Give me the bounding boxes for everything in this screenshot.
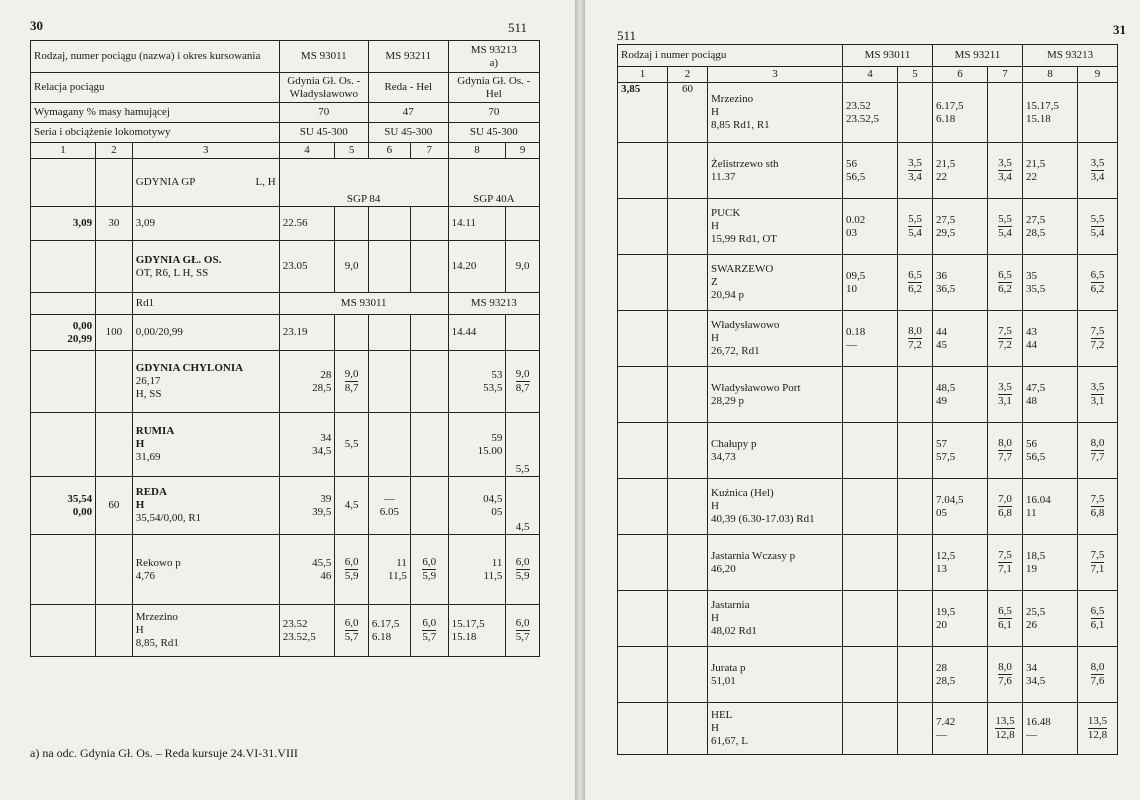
speed-cell (668, 647, 708, 703)
km-cell (618, 311, 668, 367)
station-cell: HEL H 61,67, L (708, 703, 843, 755)
time-cell: $\frac{5,5}{5,4}$ (988, 199, 1023, 255)
table-row: GDYNIA CHYLONIA 26,17 H, SS (132, 351, 279, 413)
time-cell: $\frac{6,0}{5,9}$ (335, 535, 369, 605)
time-cell: 45,5 46 (279, 535, 335, 605)
colnum: 6 (368, 143, 410, 159)
time-cell: 11 11,5 (448, 535, 506, 605)
time-cell: $\frac{6,5}{6,2}$ (988, 255, 1023, 311)
km-cell (618, 367, 668, 423)
time-cell (898, 423, 933, 479)
time-cell: 4,5 (335, 477, 369, 535)
train-name-2: MS 93211 (933, 45, 1023, 67)
time-cell: 04,5 05 (448, 477, 506, 535)
table-row (618, 703, 1118, 755)
train-name-1: MS 93011 (279, 41, 368, 73)
table-row (618, 591, 1118, 647)
table-row: REDA H 35,54/0,00, R1 (132, 477, 279, 535)
sgp-label-1: SGP 84 (279, 159, 448, 207)
time-cell: 27,5 28,5 (1023, 199, 1078, 255)
table-row: 0,00/20,99 (132, 315, 279, 351)
time-cell: 25,5 26 (1023, 591, 1078, 647)
table-row (618, 83, 1118, 143)
page-header-right: 511 (617, 28, 637, 43)
time-cell: $\frac{3,5}{3,4}$ (898, 143, 933, 199)
time-cell: 23.52 23.52,5 (843, 83, 898, 143)
speed-cell (668, 367, 708, 423)
speed-cell (668, 255, 708, 311)
loco-3: SU 45-300 (448, 123, 539, 143)
speed-cell (668, 535, 708, 591)
time-cell: $\frac{8,0}{7,6}$ (988, 647, 1023, 703)
time-cell (843, 647, 898, 703)
time-cell: $\frac{9,0}{8,7}$ (335, 351, 369, 413)
km-cell (618, 703, 668, 755)
timetable-right (617, 44, 1118, 755)
ms-label-2: MS 93213 (448, 293, 539, 315)
loco-1: SU 45-300 (279, 123, 368, 143)
time-cell: $\frac{6,5}{6,2}$ (898, 255, 933, 311)
station-cell: Władysławowo H 26,72, Rd1 (708, 311, 843, 367)
sgp-label-2: SGP 40A (448, 159, 539, 207)
time-cell: 22.56 (279, 207, 335, 241)
time-cell: 14.44 (448, 315, 506, 351)
colnum: 9 (506, 143, 540, 159)
time-cell: 14.11 (448, 207, 506, 241)
time-cell: 18,5 19 (1023, 535, 1078, 591)
train-name-3: MS 93213 (1023, 45, 1118, 67)
time-cell: 14.20 (448, 241, 506, 293)
time-cell: $\frac{8,0}{7,7}$ (1078, 423, 1118, 479)
time-cell: 0.02 03 (843, 199, 898, 255)
time-cell (988, 83, 1023, 143)
colnum: 4 (279, 143, 335, 159)
km-cell (618, 535, 668, 591)
station-cell: Jastarnia Wczasy p 46,20 (708, 535, 843, 591)
table-row: Mrzezino H 8,85, Rd1 (132, 605, 279, 657)
time-cell: 23.19 (279, 315, 335, 351)
time-cell: 0.18 — (843, 311, 898, 367)
time-cell: $\frac{6,0}{5,7}$ (506, 605, 540, 657)
speed-cell (668, 199, 708, 255)
time-cell: 56 56,5 (843, 143, 898, 199)
speed-cell (668, 423, 708, 479)
time-cell: $\frac{6,5}{6,1}$ (1078, 591, 1118, 647)
table-row (618, 255, 1118, 311)
page-header-left: 511 (508, 20, 528, 35)
time-cell (843, 479, 898, 535)
time-cell: $\frac{13,5}{12,8}$ (988, 703, 1023, 755)
km-cell: 3,85 (618, 83, 668, 143)
time-cell: 5,5 (506, 413, 540, 477)
table-row: GDYNIA GŁ. OS. OT, R6, L H, SS (132, 241, 279, 293)
time-cell: 15.17,5 15.18 (1023, 83, 1078, 143)
km-cell (618, 479, 668, 535)
time-cell: $\frac{5,5}{5,4}$ (898, 199, 933, 255)
header-rodzaj: Rodzaj, numer pociągu (nazwa) i okres kursowania (31, 41, 280, 73)
time-cell: $\frac{8,0}{7,6}$ (1078, 647, 1118, 703)
time-cell: 16.48 — (1023, 703, 1078, 755)
table-row (618, 199, 1118, 255)
time-cell (898, 367, 933, 423)
table-row: Rekowo p 4,76 (132, 535, 279, 605)
time-cell: 56 56,5 (1023, 423, 1078, 479)
time-cell: 16.04 11 (1023, 479, 1078, 535)
time-cell: $\frac{6,5}{6,1}$ (988, 591, 1023, 647)
time-cell (898, 703, 933, 755)
time-cell: 36 36,5 (933, 255, 988, 311)
colnum: 7 (988, 67, 1023, 83)
time-cell: $\frac{7,5}{7,2}$ (988, 311, 1023, 367)
speed-cell: 30 (96, 207, 133, 241)
speed-cell (668, 703, 708, 755)
time-cell: $\frac{6,0}{5,7}$ (410, 605, 448, 657)
colnum: 5 (898, 67, 933, 83)
time-cell: 6.17,5 6.18 (368, 605, 410, 657)
station-cell: Mrzezino H 8,85 Rd1, R1 (708, 83, 843, 143)
colnum: 1 (31, 143, 96, 159)
time-cell: 28 28,5 (279, 351, 335, 413)
time-cell: 47,5 48 (1023, 367, 1078, 423)
time-cell: $\frac{7,5}{7,1}$ (988, 535, 1023, 591)
time-cell: $\frac{7,5}{7,2}$ (1078, 311, 1118, 367)
time-cell (843, 423, 898, 479)
km-cell (618, 591, 668, 647)
time-cell: $\frac{6,0}{5,9}$ (410, 535, 448, 605)
time-cell: 7.04,5 05 (933, 479, 988, 535)
colnum: 3 (132, 143, 279, 159)
header-wymagany: Wymagany % masy hamującej (31, 103, 280, 123)
time-cell: 34 34,5 (1023, 647, 1078, 703)
time-cell (898, 479, 933, 535)
relacja-2: Reda - Hel (368, 73, 448, 103)
table-row: 3,09 (132, 207, 279, 241)
time-cell: $\frac{3,5}{3,4}$ (988, 143, 1023, 199)
time-cell (843, 703, 898, 755)
time-cell: 35 35,5 (1023, 255, 1078, 311)
time-cell: 15.17,5 15.18 (448, 605, 506, 657)
colnum: 4 (843, 67, 898, 83)
time-cell (1078, 83, 1118, 143)
station-cell: Władysławowo Port 28,29 p (708, 367, 843, 423)
time-cell: 43 44 (1023, 311, 1078, 367)
time-cell: 9,0 (335, 241, 369, 293)
time-cell: 6.17,5 6.18 (933, 83, 988, 143)
header-seria: Seria i obciążenie lokomotywy (31, 123, 280, 143)
time-cell: 48,5 49 (933, 367, 988, 423)
time-cell: $\frac{13,5}{12,8}$ (1078, 703, 1118, 755)
km-cell (618, 647, 668, 703)
right-page (585, 0, 1140, 800)
time-cell (843, 535, 898, 591)
colnum: 1 (618, 67, 668, 83)
colnum: 5 (335, 143, 369, 159)
km-cell (618, 143, 668, 199)
time-cell: 7.42 — (933, 703, 988, 755)
speed-cell (668, 143, 708, 199)
table-row: GDYNIA GP L, H (132, 159, 279, 207)
table-row (618, 423, 1118, 479)
relacja-3: Gdynia Gł. Os. - Hel (448, 73, 539, 103)
time-cell: $\frac{9,0}{8,7}$ (506, 351, 540, 413)
colnum: 2 (668, 67, 708, 83)
speed-cell: 100 (96, 315, 133, 351)
header-relacja: Relacja pociągu (31, 73, 280, 103)
speed-cell (668, 311, 708, 367)
colnum: 6 (933, 67, 988, 83)
time-cell: 53 53,5 (448, 351, 506, 413)
table-row (618, 311, 1118, 367)
ms-label-1: MS 93011 (279, 293, 448, 315)
colnum: 8 (1023, 67, 1078, 83)
station-cell: Jurata p 51,01 (708, 647, 843, 703)
book-gutter (575, 0, 585, 800)
table-row: Rd1 (132, 293, 279, 315)
time-cell: $\frac{5,5}{5,4}$ (1078, 199, 1118, 255)
table-row: RUMIA H 31,69 (132, 413, 279, 477)
km-cell: 0,00 20,99 (31, 315, 96, 351)
speed-cell: 60 (96, 477, 133, 535)
footnote: a) na odc. Gdynia Gł. Os. – Reda kursuje 24.VI-31.VIII (30, 746, 298, 760)
time-cell (898, 83, 933, 143)
time-cell: 21,5 22 (933, 143, 988, 199)
time-cell (843, 591, 898, 647)
colnum: 3 (708, 67, 843, 83)
time-cell: $\frac{3,5}{3,1}$ (1078, 367, 1118, 423)
time-cell: $\frac{7,5}{7,1}$ (1078, 535, 1118, 591)
timetable-left (30, 40, 540, 657)
time-cell: $\frac{6,0}{5,9}$ (506, 535, 540, 605)
station-cell: Żelistrzewo sth 11.37 (708, 143, 843, 199)
colnum: 8 (448, 143, 506, 159)
pct-2: 47 (368, 103, 448, 123)
station-cell: PUCK H 15,99 Rd1, OT (708, 199, 843, 255)
page-number-left: 30 (30, 18, 43, 33)
time-cell: 34 34,5 (279, 413, 335, 477)
km-cell (618, 423, 668, 479)
time-cell: 21,5 22 (1023, 143, 1078, 199)
train-name-1: MS 93011 (843, 45, 933, 67)
km-cell (618, 199, 668, 255)
time-cell: $\frac{6,5}{6,2}$ (1078, 255, 1118, 311)
km-cell: 3,09 (31, 207, 96, 241)
station-cell: Chałupy p 34,73 (708, 423, 843, 479)
header-rodzaj-right: Rodzaj i numer pociągu (618, 45, 843, 67)
pct-1: 70 (279, 103, 368, 123)
time-cell: 12,5 13 (933, 535, 988, 591)
time-cell: $\frac{7,5}{6,8}$ (1078, 479, 1118, 535)
time-cell (898, 535, 933, 591)
time-cell (898, 647, 933, 703)
time-cell: 11 11,5 (368, 535, 410, 605)
table-row (618, 535, 1118, 591)
time-cell: 59 15.00 (448, 413, 506, 477)
page-number-right: 31 (1113, 22, 1126, 37)
colnum: 7 (410, 143, 448, 159)
time-cell: $\frac{7,0}{6,8}$ (988, 479, 1023, 535)
train-name-2: MS 93211 (368, 41, 448, 73)
colnum: 2 (96, 143, 133, 159)
speed-cell (668, 479, 708, 535)
time-cell: 4,5 (506, 477, 540, 535)
time-cell: 57 57,5 (933, 423, 988, 479)
station-cell: Jastarnia H 48,02 Rd1 (708, 591, 843, 647)
km-cell (618, 255, 668, 311)
loco-2: SU 45-300 (368, 123, 448, 143)
time-cell: $\frac{8,0}{7,2}$ (898, 311, 933, 367)
relacja-1: Gdynia Gł. Os. - Władysławowo (279, 73, 368, 103)
pct-3: 70 (448, 103, 539, 123)
time-cell: 23.05 (279, 241, 335, 293)
time-cell: — 6.05 (368, 477, 410, 535)
table-row (618, 143, 1118, 199)
time-cell: 09,5 10 (843, 255, 898, 311)
table-row (618, 647, 1118, 703)
time-cell (898, 591, 933, 647)
time-cell: 23.52 23.52,5 (279, 605, 335, 657)
km-cell: 35,54 0,00 (31, 477, 96, 535)
time-cell: $\frac{3,5}{3,1}$ (988, 367, 1023, 423)
time-cell: $\frac{8,0}{7,7}$ (988, 423, 1023, 479)
time-cell: 9,0 (506, 241, 540, 293)
speed-cell: 60 (668, 83, 708, 143)
time-cell: $\frac{6,0}{5,7}$ (335, 605, 369, 657)
time-cell: 39 39,5 (279, 477, 335, 535)
time-cell: $\frac{3,5}{3,4}$ (1078, 143, 1118, 199)
table-row (618, 479, 1118, 535)
time-cell: 44 45 (933, 311, 988, 367)
train-name-3: MS 93213 a) (448, 41, 539, 73)
time-cell: 27,5 29,5 (933, 199, 988, 255)
station-cell: SWARZEWO Z 20,94 p (708, 255, 843, 311)
time-cell: 5,5 (335, 413, 369, 477)
table-row (618, 367, 1118, 423)
time-cell: 28 28,5 (933, 647, 988, 703)
time-cell (843, 367, 898, 423)
speed-cell (668, 591, 708, 647)
colnum: 9 (1078, 67, 1118, 83)
station-cell: Kuźnica (Hel) H 40,39 (6.30-17.03) Rd1 (708, 479, 843, 535)
time-cell: 19,5 20 (933, 591, 988, 647)
